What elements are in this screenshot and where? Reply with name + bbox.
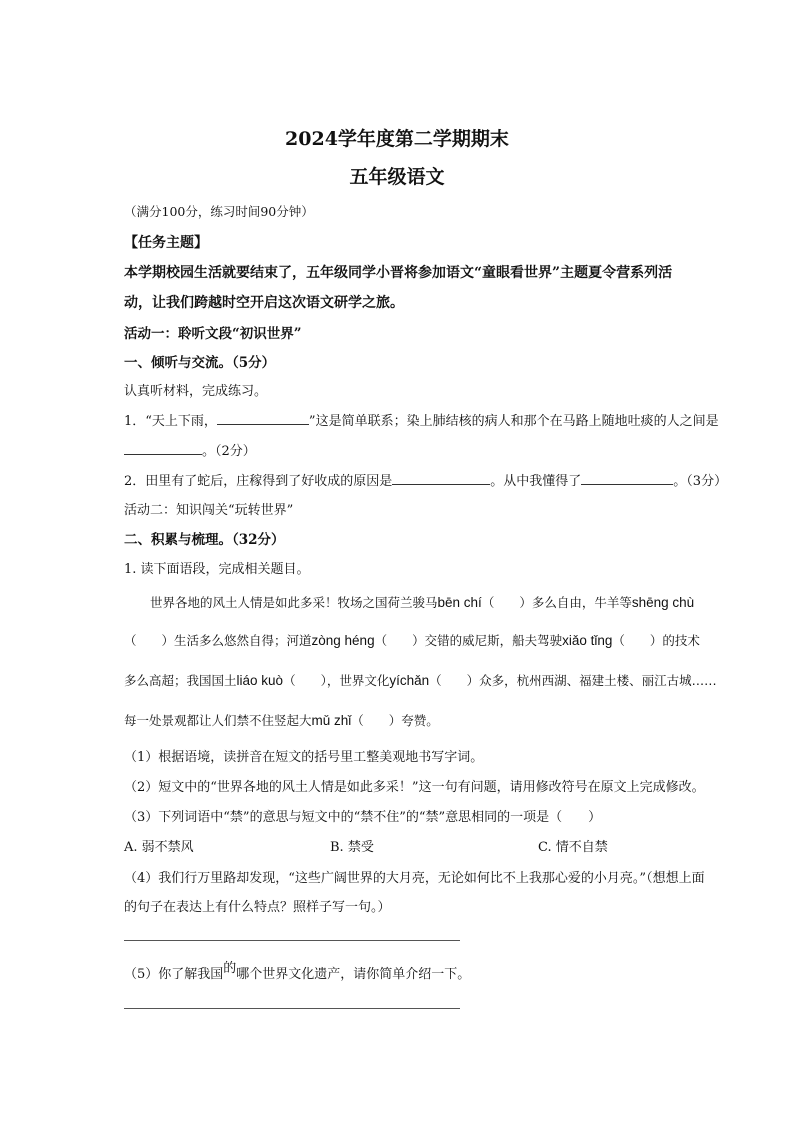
question-1-cont	[124, 440, 256, 459]
sub5-text-b: 哪个世界文化遗产，请你简单介绍一下。	[236, 967, 471, 982]
passage-text: （ ）交错的威尼斯，船夫驾驶	[374, 633, 563, 648]
passage-text: （ ）多么自由，牛羊等	[481, 595, 632, 610]
q2-score: 。（3分）	[673, 474, 728, 489]
passage-text: （ ）的技术	[612, 633, 700, 648]
pinyin-liaokuo: liáo kuò	[236, 673, 284, 688]
q2-text-b: 。从中我懂得了	[490, 474, 582, 489]
exam-title: 2024学年度第二学期期末	[285, 128, 509, 150]
pinyin-shengchu: shēng chù	[631, 595, 695, 610]
q2-blank-2[interactable]	[581, 472, 673, 485]
passage-text: （ ）众多，杭州西湖、福建土楼、丽江古城……	[429, 673, 717, 688]
sub-question-3: （3）下列词语中“禁”的意思与短文中的“禁不住”的“禁”意思相同的一项是（ ）	[124, 810, 602, 825]
sub5-superscript: 的	[223, 961, 237, 976]
section2-title: 二、积累与梳理。（32分）	[124, 532, 285, 548]
option-a[interactable]: A. 弱不禁风	[124, 840, 194, 855]
section2-q1: 1. 读下面语段，完成相关题目。	[124, 562, 310, 577]
sub-question-4: （4）我们行万里路却发现，“这些广阔世界的大月亮，无论如何比不上我那心爱的小月亮。”（想想上面	[124, 871, 705, 886]
pinyin-zongheng: zòng héng	[311, 633, 375, 648]
exam-subtitle: 五年级语文	[349, 166, 445, 188]
q1-text-b: ”这是简单联系；染上肺结核的病人和那个在马路上随地吐痰的人之间是	[308, 414, 719, 429]
q2-blank-1[interactable]	[392, 472, 490, 485]
option-c[interactable]: C. 情不自禁	[538, 840, 608, 855]
passage-text: 多么高超；我国国土	[124, 673, 237, 688]
question-2	[124, 470, 727, 489]
passage-text: （ ）夸赞。	[351, 713, 439, 728]
exam-note: （满分100分，练习时间90分钟）	[124, 204, 314, 219]
passage-line-3	[124, 671, 717, 689]
answer-line-5[interactable]	[124, 1008, 460, 1009]
pinyin-xiaoting: xiǎo tǐng	[562, 633, 613, 648]
intro-text-2: 动，让我们跨越时空开启这次语文研学之旅。	[124, 295, 404, 311]
q1-score: 。（2分）	[202, 444, 256, 459]
passage-line-2	[124, 631, 700, 649]
passage-line-4	[124, 711, 439, 729]
intro-text-1: 本学期校园生活就要结束了，五年级同学小晋将参加语文“童眼看世界”主题夏令营系列活	[124, 265, 673, 281]
q2-text-a: 2．田里有了蛇后，庄稼得到了好收成的原因是	[124, 474, 393, 489]
passage-text: 每一处景观都让人们禁不住竖起大	[124, 713, 312, 728]
q1-blank-1[interactable]	[217, 412, 309, 425]
sub-question-1: （1）根据语境，读拼音在短文的括号里工整美观地书写字词。	[124, 750, 484, 765]
question-1	[124, 410, 719, 429]
sub-question-4-cont: 的句子在表达上有什么特点？照样子写一句。）	[124, 900, 391, 915]
sub5-text-a: （5）你了解我国	[124, 967, 224, 982]
task-heading: 【任务主题】	[124, 235, 208, 251]
passage-text: 世界各地的风土人情是如此多采！牧场之国荷兰骏马	[150, 595, 438, 610]
activity1-title: 活动一：聆听文段“初识世界”	[124, 326, 302, 342]
pinyin-muzhi: mǔ zhǐ	[311, 713, 352, 728]
activity2-title: 活动二：知识闯关“玩转世界”	[124, 503, 294, 518]
passage-text: （ ），世界文化	[283, 673, 390, 688]
section1-title: 一、倾听与交流。（5分）	[124, 355, 276, 371]
sub-question-5	[124, 963, 470, 982]
option-b[interactable]: B. 禁受	[330, 840, 374, 855]
q1-text-a: 1．“天上下雨，	[124, 414, 217, 429]
passage-line-1	[150, 593, 694, 611]
section1-instruction: 认真听材料，完成练习。	[124, 384, 268, 399]
pinyin-benchi: bēn chí	[437, 595, 482, 610]
passage-text: （ ）生活多么悠然自得；河道	[124, 633, 312, 648]
sub-question-2: （2）短文中的“世界各地的风土人情是如此多采！”这一句有问题，请用修改符号在原文上完成修改。	[124, 780, 705, 795]
pinyin-yichan: yíchǎn	[389, 673, 430, 688]
q1-blank-2[interactable]	[124, 442, 202, 455]
answer-line-4[interactable]	[124, 940, 460, 941]
